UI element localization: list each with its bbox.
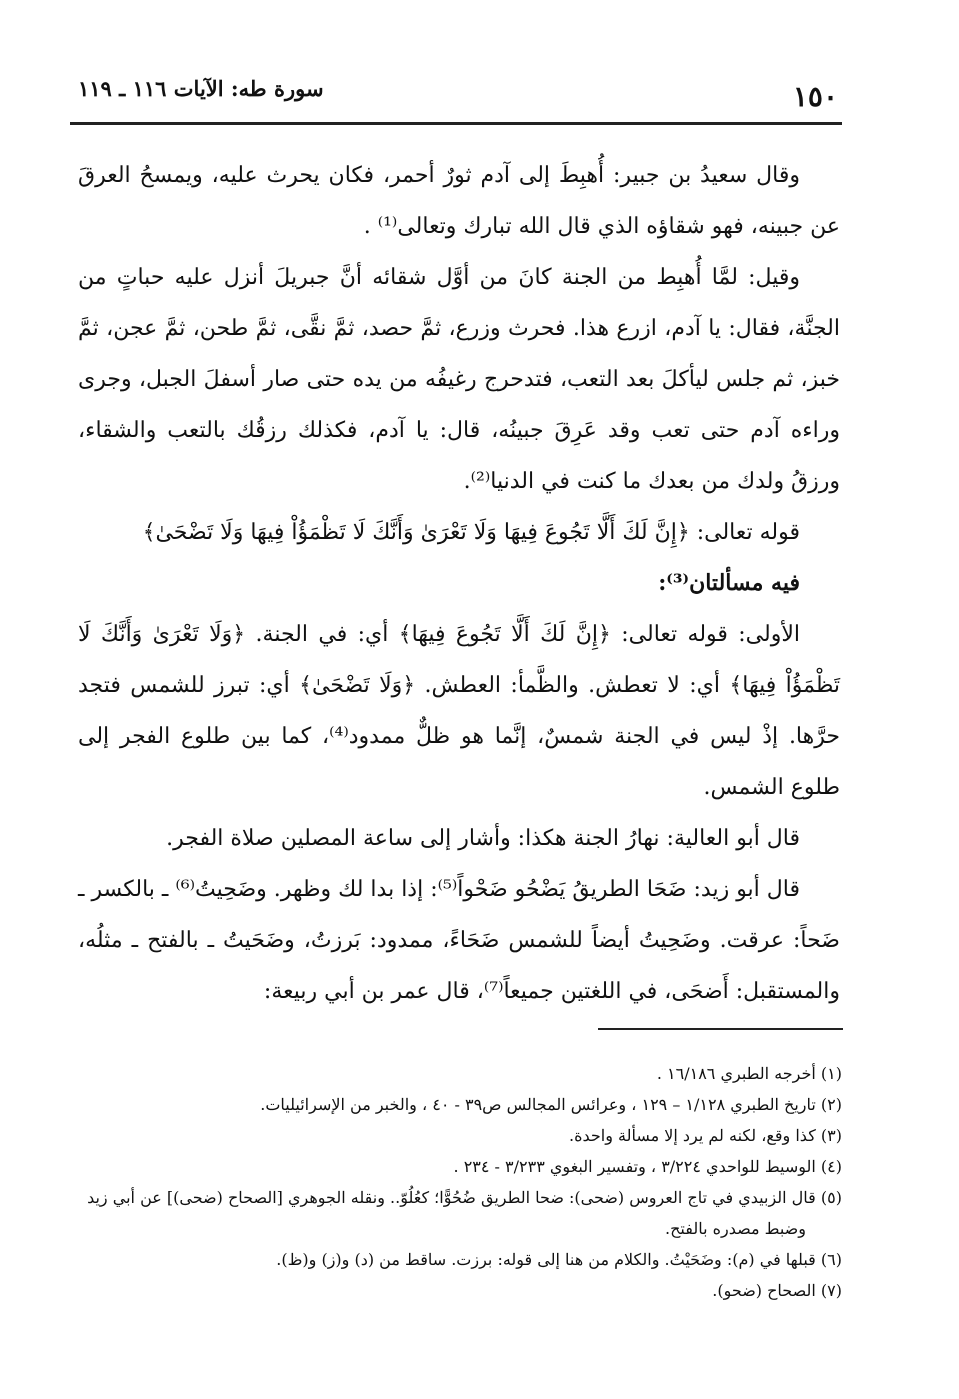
paragraph-abu-al-aliya: قال أبو العالية: نهارُ الجنة هكذا: وأشار إلى ساعة المصلين صلاة الفجر. — [166, 826, 800, 851]
page-header — [78, 70, 838, 113]
verse-quote: قوله تعالى: ﴿إِنَّ لَكَ أَلَّا تَجُوعَ فِيهَا وَلَا تَعْرَىٰ وَأَنَّكَ لَا تَظْمَؤُاْ فِيهَا وَلَا تَضْحَىٰ﴾ — [142, 520, 800, 545]
footnote-5: (٥) قال الزبيدي في تاج العروس (ضحى): ضحا الطريق ضُحُوًّا؛ كعُلُوّ.. ونقله الجوهري [الصحاح (ضحى)] عن أبي زيد وضبط مصدره بالفتح. — [87, 1188, 842, 1238]
footnote-4: (٤) الوسيط للواحدي ٣/٢٢٤ ، وتفسير البغوي ٣/٢٣٣ - ٢٣٤ . — [453, 1157, 842, 1176]
page-number: ١٥٠ — [792, 80, 838, 113]
footnote-6: (٦) قبلها في (م): وضَحَيْتُ. والكلام من هنا إلى قوله: برزت. ساقط من (د) و(ز) و(ظ). — [276, 1250, 842, 1269]
paragraph-said-ibn-jubayr: وقال سعيدُ بن جبير: أُهبِطَ إلى آدم ثورٌ أحمر، فكان يحرث عليه، ويمسحُ العرقَ عن جبينه، فهو شقاؤه الذي قال الله تبارك وتعالى⁽¹⁾ . — [78, 163, 840, 239]
footnote-1: (١) أخرجه الطبري ١٦/١٨٦ . — [656, 1064, 842, 1083]
footnote-3: (٣) كذا وقع، لكنه لم يرد إلا مسألة واحدة. — [568, 1126, 842, 1145]
running-title: سورة طه: الآيات ١١٦ ـ ١١٩ — [78, 76, 324, 101]
main-text — [78, 150, 840, 1017]
footnote-divider — [598, 1028, 843, 1030]
paragraph-first-misery: وقيل: لمَّا أُهبِط من الجنة كانَ من أوَّل شقائه أنَّ جبريلَ أنزل عليه حباتٍ من الجنَّة، فقال: يا آدم، ازرع هذا. فحرث وزرع، ثمَّ حصد، ثمَّ نقَّى، ثمَّ طحن، ثمَّ عجن، ثمَّ خبز، ثم جلس ليأكلَ بعد التعب، فتدحرج رغيفُه من يده حتى صار أسفلَ الجبل، وجرى وراءه آدم حتى تعب وقد عَرِقَ جبينُه، قال: يا آدم، فكذلك رزقُك بالتعب والشقاء، ورزقُ ولدك من بعدك ما كنت في الدنيا⁽²⁾. — [78, 265, 840, 494]
footnotes — [70, 1058, 842, 1306]
paragraph-first-issue: الأولى: قوله تعالى: ﴿إِنَّ لَكَ أَلَّا تَجُوعَ فِيهَا﴾ أي: في الجنة. ﴿وَلَا تَعْرَىٰ وَأَنَّكَ لَا تَظْمَؤُاْ فِيهَا﴾ أي: لا تعطش. والظَّمأ: العطش. ﴿وَلَا تَضْحَىٰ﴾ أي: تبرز للشمس فتجد حرَّها. إذْ ليس في الجنة شمسٌ، إنَّما هو ظلٌّ ممدود⁽⁴⁾، كما بين طلوع الفجر إلى طلوع الشمس. — [78, 622, 840, 800]
paragraph-abu-zayd: قال أبو زيد: ضَحَا الطريقُ يَضْحُو ضَحْواً⁽⁵⁾: إذا بدا لك وظهر. وضَحِيتُ⁽⁶⁾ ـ بالكسر ـ ضَحاً: عرقت. وضَحِيتُ أيضاً للشمس ضَحَاءً، ممدود: بَرزتُ، وضَحَيتُ ـ بالفتح ـ مثلُه، والمستقبل: أَضحَى، في اللغتين جميعاً⁽⁷⁾، قال عمر بن أبي ربيعة: — [78, 877, 840, 1004]
header-divider — [70, 122, 842, 125]
footnote-2: (٢) تاريخ الطبري ١/١٢٨ – ١٢٩ ، وعرائس المجالس ص٣٩ - ٤٠ ، والخبر من الإسرائيليات. — [260, 1095, 842, 1114]
footnote-7: (٧) الصحاح (ضحو). — [712, 1281, 842, 1300]
issues-heading: فيه مسألتان⁽³⁾: — [658, 570, 800, 596]
